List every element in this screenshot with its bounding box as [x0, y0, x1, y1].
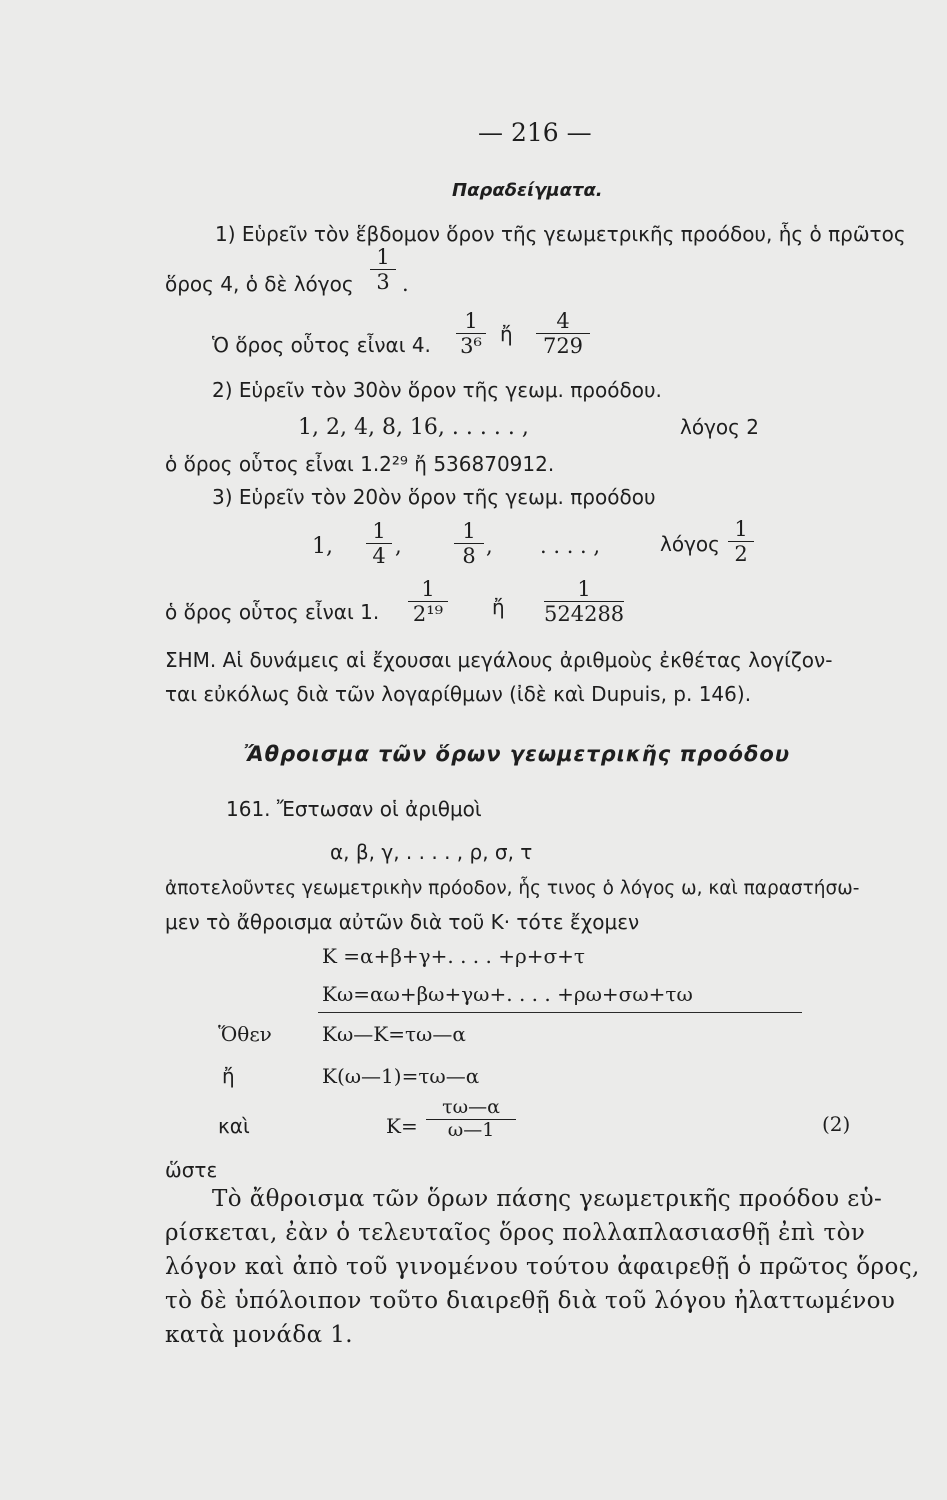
fraction-one-over-3-6 [456, 310, 486, 357]
fraction-denominator: 3⁶ [460, 334, 482, 359]
example-2-line-1: 2) Εὑρεῖν τὸν 30ὸν ὅρον τῆς γεωμ. προόδου. [212, 378, 662, 402]
equation-difference: Κω—Κ=τω—α [322, 1022, 466, 1046]
comma: , [395, 534, 402, 558]
page-number: — 216 — [478, 118, 592, 147]
example-3-line-1: 3) Εὑρεῖν τὸν 20ὸν ὅρον τῆς γεωμ. προόδου [212, 485, 656, 509]
subtraction-rule [318, 1012, 802, 1013]
fraction-denominator: 2¹⁹ [412, 602, 444, 627]
fraction-denominator: ω—1 [447, 1118, 495, 1141]
fraction-one-half [728, 518, 754, 565]
fraction-denominator: 524288 [544, 602, 625, 627]
paragraph-161-line-2: ἀποτελοῦντες γεωμετρικὴν πρόοδον, ἧς τινος ὁ λόγος ω, καὶ παραστήσω- [165, 878, 860, 899]
fraction-denominator: 4 [372, 544, 386, 569]
paragraph-161-line-1: 161. Ἔστωσαν οἱ ἀριθμοὶ [226, 797, 482, 821]
fraction-denominator: 2 [734, 542, 748, 567]
word-othen: Ὅθεν [218, 1022, 272, 1046]
fraction-ratio-one-third [370, 246, 396, 293]
example-2-sequence: 1, 2, 4, 8, 16, . . . . . , [298, 415, 529, 440]
fraction-numerator: τω—α [442, 1096, 500, 1118]
word-e: ἤ [222, 1064, 235, 1088]
fraction-one-over-2-19 [408, 578, 448, 625]
punctuation-period: . [402, 272, 409, 296]
conclusion-line-4: τὸ δὲ ὑπόλοιπον τοῦτο διαιρεθῇ διὰ τοῦ λόγου ἠλαττωμένου [165, 1288, 896, 1314]
fraction-one-quarter [366, 520, 392, 567]
fraction-4-over-729 [536, 310, 590, 357]
conclusion-line-3: λόγον καὶ ἀπὸ τοῦ γινομένου τούτου ἀφαιρεθῇ ὁ πρῶτος ὅρος, [165, 1254, 920, 1280]
progression-terms: α, β, γ, . . . . , ρ, σ, τ [330, 840, 533, 864]
fraction-numerator: 1 [376, 245, 390, 269]
fraction-numerator: 1 [577, 577, 591, 601]
or-word: ἤ [492, 595, 505, 619]
fraction-denominator: 8 [462, 544, 476, 569]
or-word: ἤ [500, 322, 513, 346]
fraction-numerator: 1 [464, 309, 478, 333]
ellipsis: . . . . , [540, 534, 601, 558]
fraction-denominator: 729 [542, 334, 584, 359]
conclusion-line-2: ρίσκεται, ἐὰν ὁ τελευταῖος ὅρος πολλαπλασιασθῇ ἐπὶ τὸν [165, 1220, 866, 1246]
example-2-ratio: λόγος 2 [680, 415, 759, 439]
note-line-2: ται εὐκόλως διὰ τῶν λογαρίθμων (ἰδὲ καὶ Dupuis, p. 146). [165, 682, 752, 706]
word-oste: ὥστε [165, 1158, 218, 1182]
fraction-numerator: 1 [462, 519, 476, 543]
example-3-result-prefix: ὁ ὅρος οὗτος εἶναι 1. [165, 600, 380, 624]
fraction-sum-formula [426, 1098, 516, 1141]
equation-number: (2) [822, 1112, 851, 1136]
fraction-numerator: 1 [421, 577, 435, 601]
equation-factored: Κ(ω—1)=τω—α [322, 1064, 480, 1088]
example-1-line-2: ὅρος 4, ὁ δὲ λόγος [165, 272, 354, 296]
conclusion-line-5: κατὰ μονάδα 1. [165, 1322, 354, 1348]
paragraph-161-line-3: μεν τὸ ἄθροισμα αὐτῶν διὰ τοῦ Κ· τότε ἔχομεν [165, 910, 640, 934]
ratio-label: λόγος [660, 532, 720, 556]
note-line-1: ΣΗΜ. Αἱ δυνάμεις αἱ ἔχουσαι μεγάλους ἀριθμοὺς ἐκθέτας λογίζον- [165, 648, 833, 672]
fraction-numerator: 1 [372, 519, 386, 543]
example-1-line-1: 1) Εὑρεῖν τὸν ἕβδομον ὅρον τῆς γεωμετρικῆς προόδου, ἧς ὁ πρῶτος [215, 222, 906, 246]
equation-sum-times-ratio: Κω=αω+βω+γω+. . . . +ρω+σω+τω [322, 982, 693, 1006]
fraction-denominator: 3 [376, 270, 390, 295]
word-kai: καὶ [218, 1114, 250, 1138]
section-title: Ἄθροισμα τῶν ὅρων γεωμετρικῆς προόδου [244, 742, 791, 766]
equation-sum: Κ =α+β+γ+. . . . +ρ+σ+τ [322, 944, 585, 968]
fraction-one-eighth [454, 520, 484, 567]
comma: , [486, 534, 493, 558]
conclusion-line-1: Τὸ ἄθροισμα τῶν ὅρων πάσης γεωμετρικῆς προόδου εὑ- [212, 1186, 883, 1212]
fraction-numerator: 1 [734, 517, 748, 541]
example-2-result: ὁ ὅρος οὗτος εἶναι 1.2²⁹ ἤ 536870912. [165, 452, 555, 476]
example-3-first-term: 1, [312, 534, 333, 559]
equation-result-lhs: Κ= [386, 1114, 418, 1138]
example-1-result-prefix: Ὁ ὅρος οὗτος εἶναι 4. [212, 333, 431, 357]
fraction-one-over-524288 [544, 578, 624, 625]
section-heading-examples: Παραδείγματα. [452, 180, 603, 201]
fraction-numerator: 4 [556, 309, 570, 333]
